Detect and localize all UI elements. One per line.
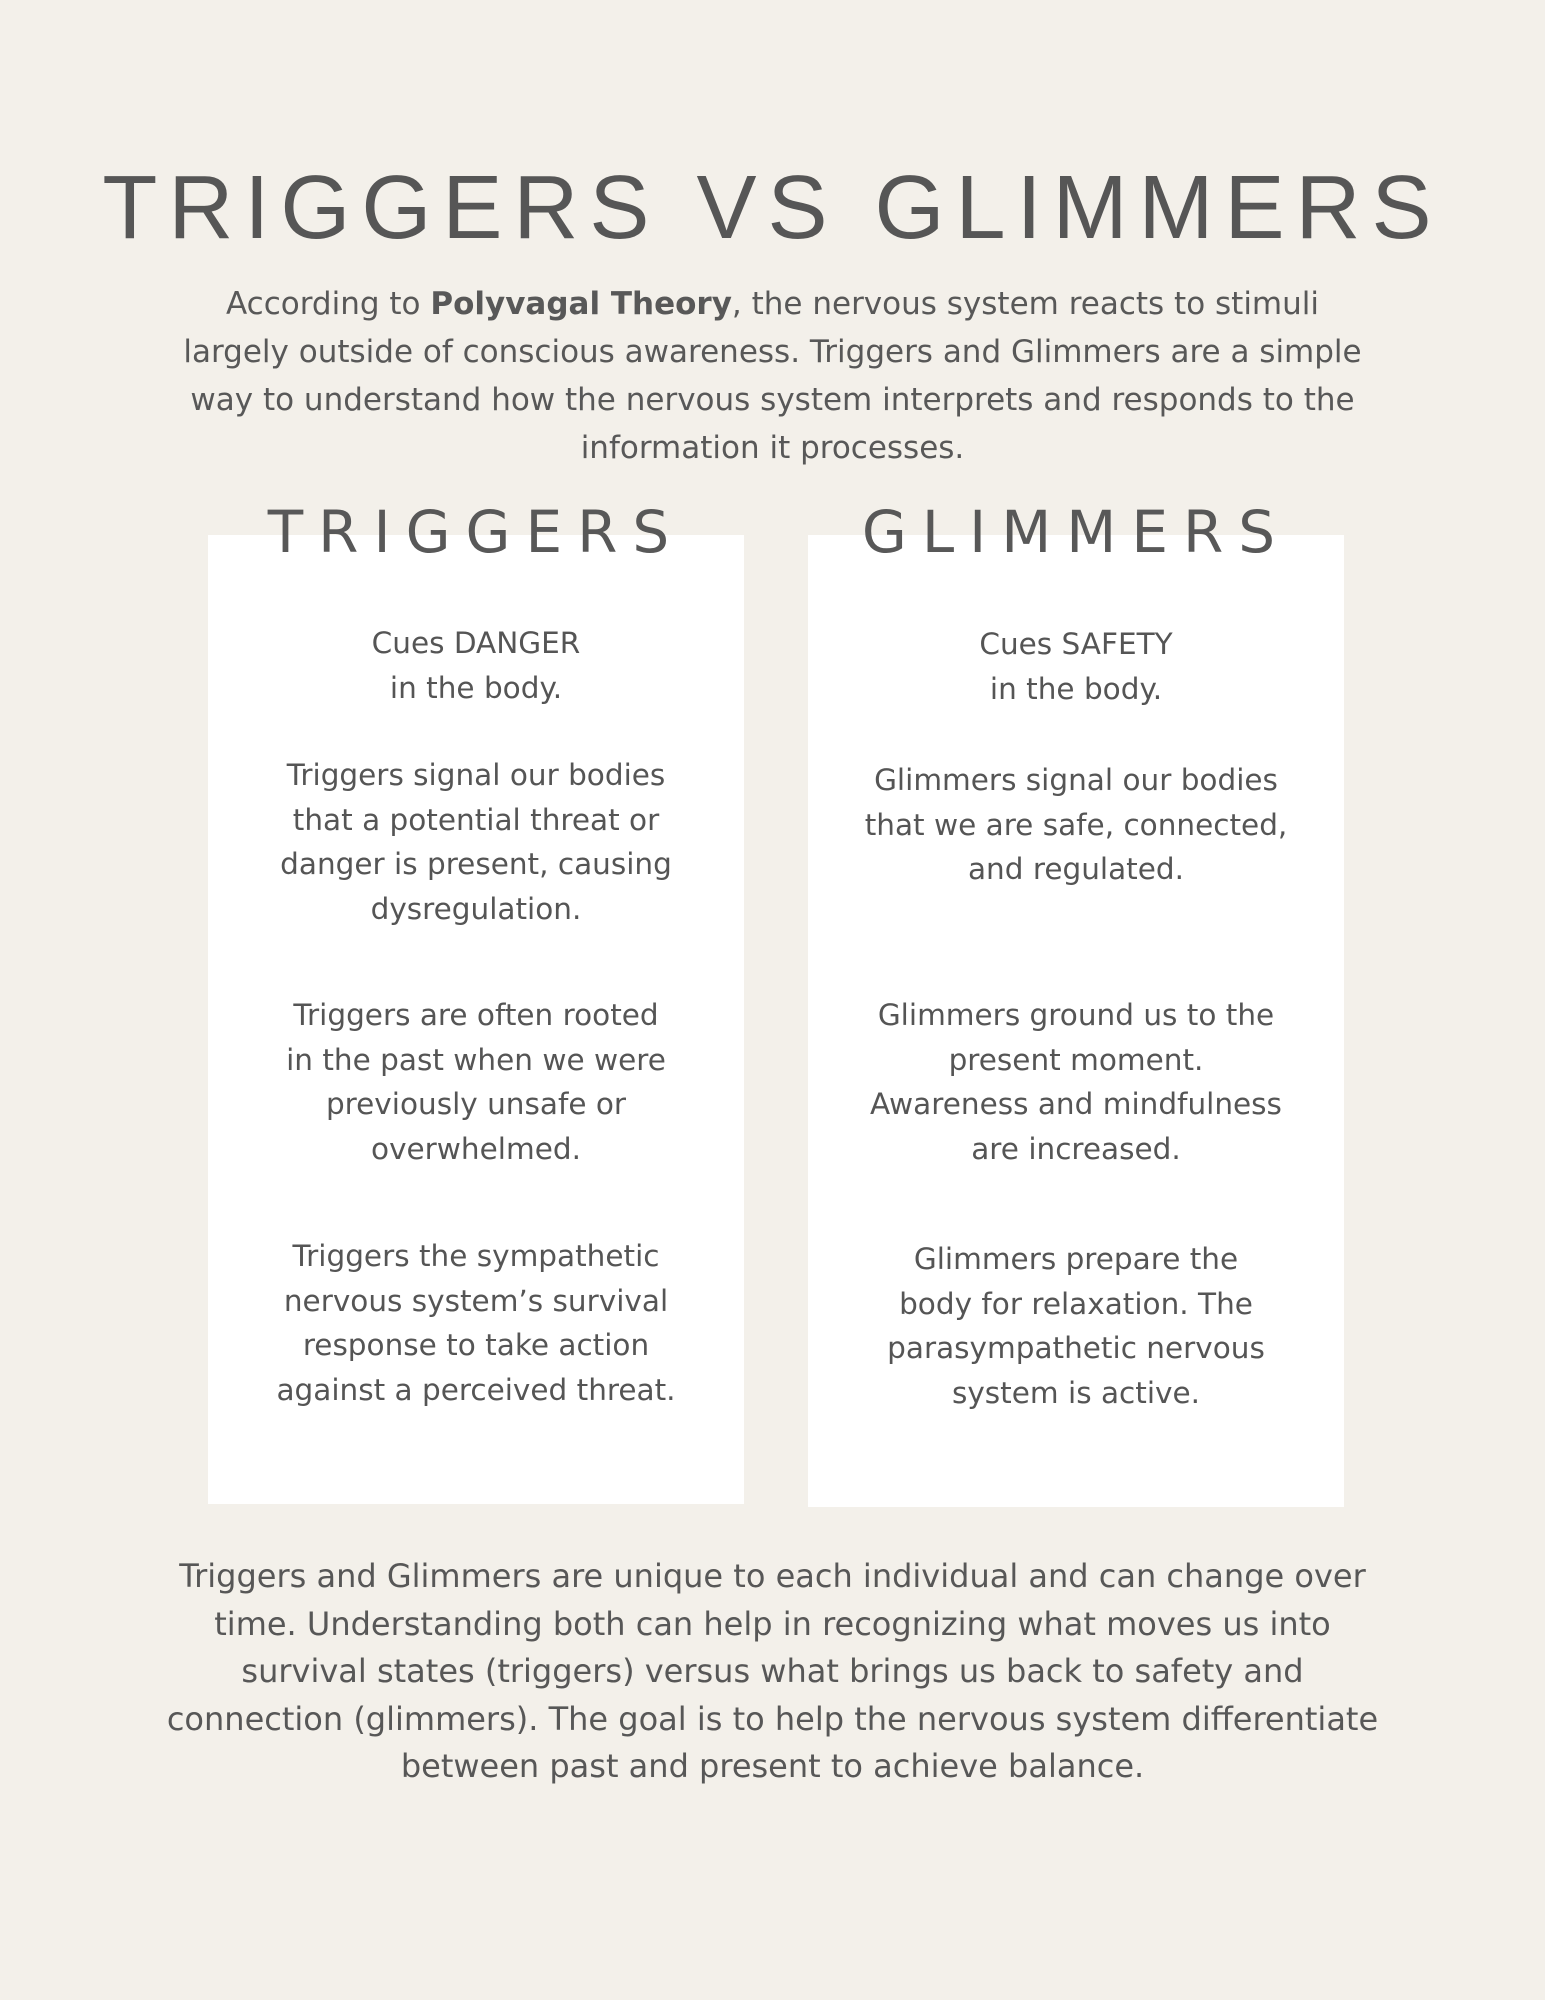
triggers-point-2: Triggers are often rooted in the past when we were previously unsafe or overwhelmed. (286, 998, 666, 1166)
glimmers-cue: Cues SAFETY in the body. (979, 627, 1173, 706)
triggers-cue: Cues DANGER in the body. (371, 626, 581, 705)
glimmers-card (808, 498, 1344, 1507)
triggers-point-3: Triggers the sympathetic nervous system’s survival response to take action against a perceived threat. (276, 1239, 676, 1407)
intro-paragraph (170, 280, 1375, 472)
intro-text-start: According to (225, 286, 431, 322)
triggers-card (208, 498, 744, 1504)
glimmers-heading: GLIMMERS (861, 498, 1291, 566)
glimmers-point-1: Glimmers signal our bodies that we are safe, connected, and regulated. (864, 763, 1288, 886)
glimmers-point-2: Glimmers ground us to the present moment. Awareness and mindfulness are increased. (870, 998, 1282, 1166)
intro-text-rest: , the nervous system reacts to stimuli largely outside of conscious awareness. Triggers and Glimmers are a simple way to understand how the nervous system interprets and responds to the information it processes. (183, 286, 1362, 466)
polyvagal-theory-term: Polyvagal Theory (430, 286, 732, 322)
triggers-heading: TRIGGERS (267, 498, 685, 566)
page-title: TRIGGERS VS GLIMMERS (102, 158, 1443, 258)
closing-paragraph: Triggers and Glimmers are unique to each individual and can change over time. Understanding both can help in recognizing what moves us into survival states (triggers) versus what brings us back to safety and connection (glimmers). The goal is to help the nervous system differentiate between past and present to achieve balance. (166, 1557, 1379, 1785)
triggers-point-1: Triggers signal our bodies that a potential threat or danger is present, causing dysregulation. (280, 758, 672, 926)
glimmers-point-3: Glimmers prepare the body for relaxation. The parasympathetic nervous system is active. (887, 1242, 1265, 1410)
